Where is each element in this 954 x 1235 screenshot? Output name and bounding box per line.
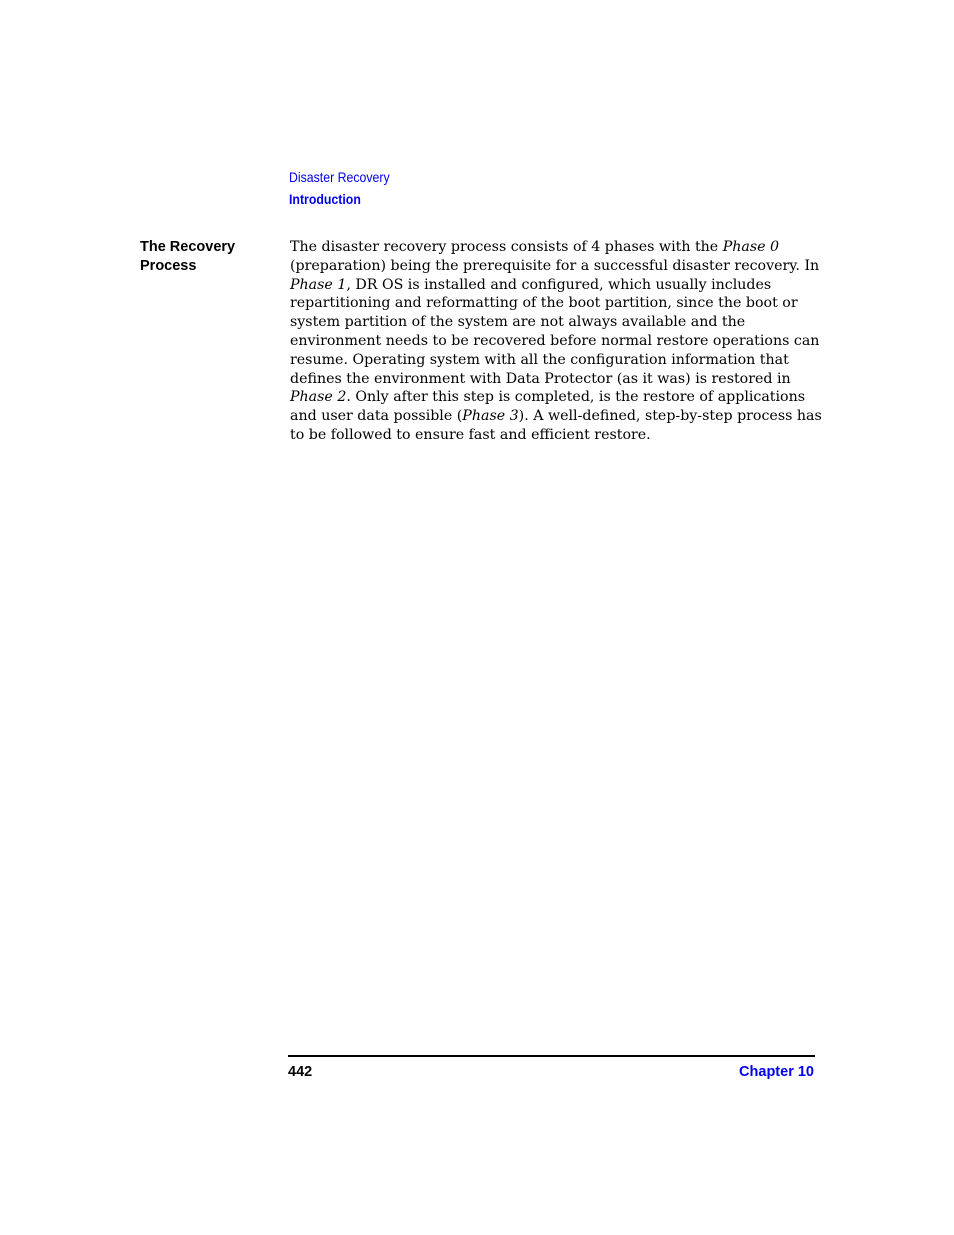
paragraph-line: [290, 388, 820, 407]
paragraph-line: system partition of the system are not always available and the: [290, 314, 746, 331]
section-heading-line-1: The Recovery: [140, 239, 236, 255]
section-heading-line-2: Process: [140, 258, 197, 274]
paragraph-line: [290, 407, 820, 426]
phase-1-term: Phase 1: [290, 276, 347, 293]
text-run: ). A well-defined, step-by-step process has: [518, 408, 822, 425]
phase-3-term: Phase 3: [462, 408, 519, 425]
phase-2-term: Phase 2: [290, 389, 347, 406]
paragraph-line: environment needs to be recovered before normal restore operations can: [290, 332, 820, 349]
text-run: . Only after this step is completed, is the restore of applications: [346, 389, 805, 406]
paragraph-line: (preparation) being the prerequisite for a successful disaster recovery. In: [290, 257, 820, 274]
paragraph-line: resume. Operating system with all the configuration information that: [290, 351, 789, 368]
footer-divider: [288, 1055, 815, 1057]
header-chapter-title[interactable]: Disaster Recovery: [289, 169, 390, 185]
paragraph-line: defines the environment with Data Protector (as it was) is restored in: [290, 370, 791, 387]
text-run: The disaster recovery process consists of 4 phases with the: [290, 239, 723, 255]
header-section-title[interactable]: Introduction: [289, 191, 361, 207]
paragraph-line: to be followed to ensure fast and efficient restore.: [290, 426, 651, 443]
paragraph-line: [290, 276, 820, 295]
body-paragraph: [290, 238, 820, 445]
page-number: 442: [288, 1064, 313, 1080]
phase-0-term: Phase 0: [722, 239, 780, 255]
running-header: [289, 166, 403, 210]
paragraph-line: repartitioning and reformatting of the boot partition, since the boot or: [290, 295, 798, 312]
section-heading: [140, 238, 280, 276]
paragraph-line: [290, 238, 820, 257]
text-run: and user data possible (: [290, 408, 463, 425]
footer-chapter-link[interactable]: Chapter 10: [739, 1064, 814, 1080]
text-run: , DR OS is installed and configured, which usually includes: [346, 276, 772, 293]
